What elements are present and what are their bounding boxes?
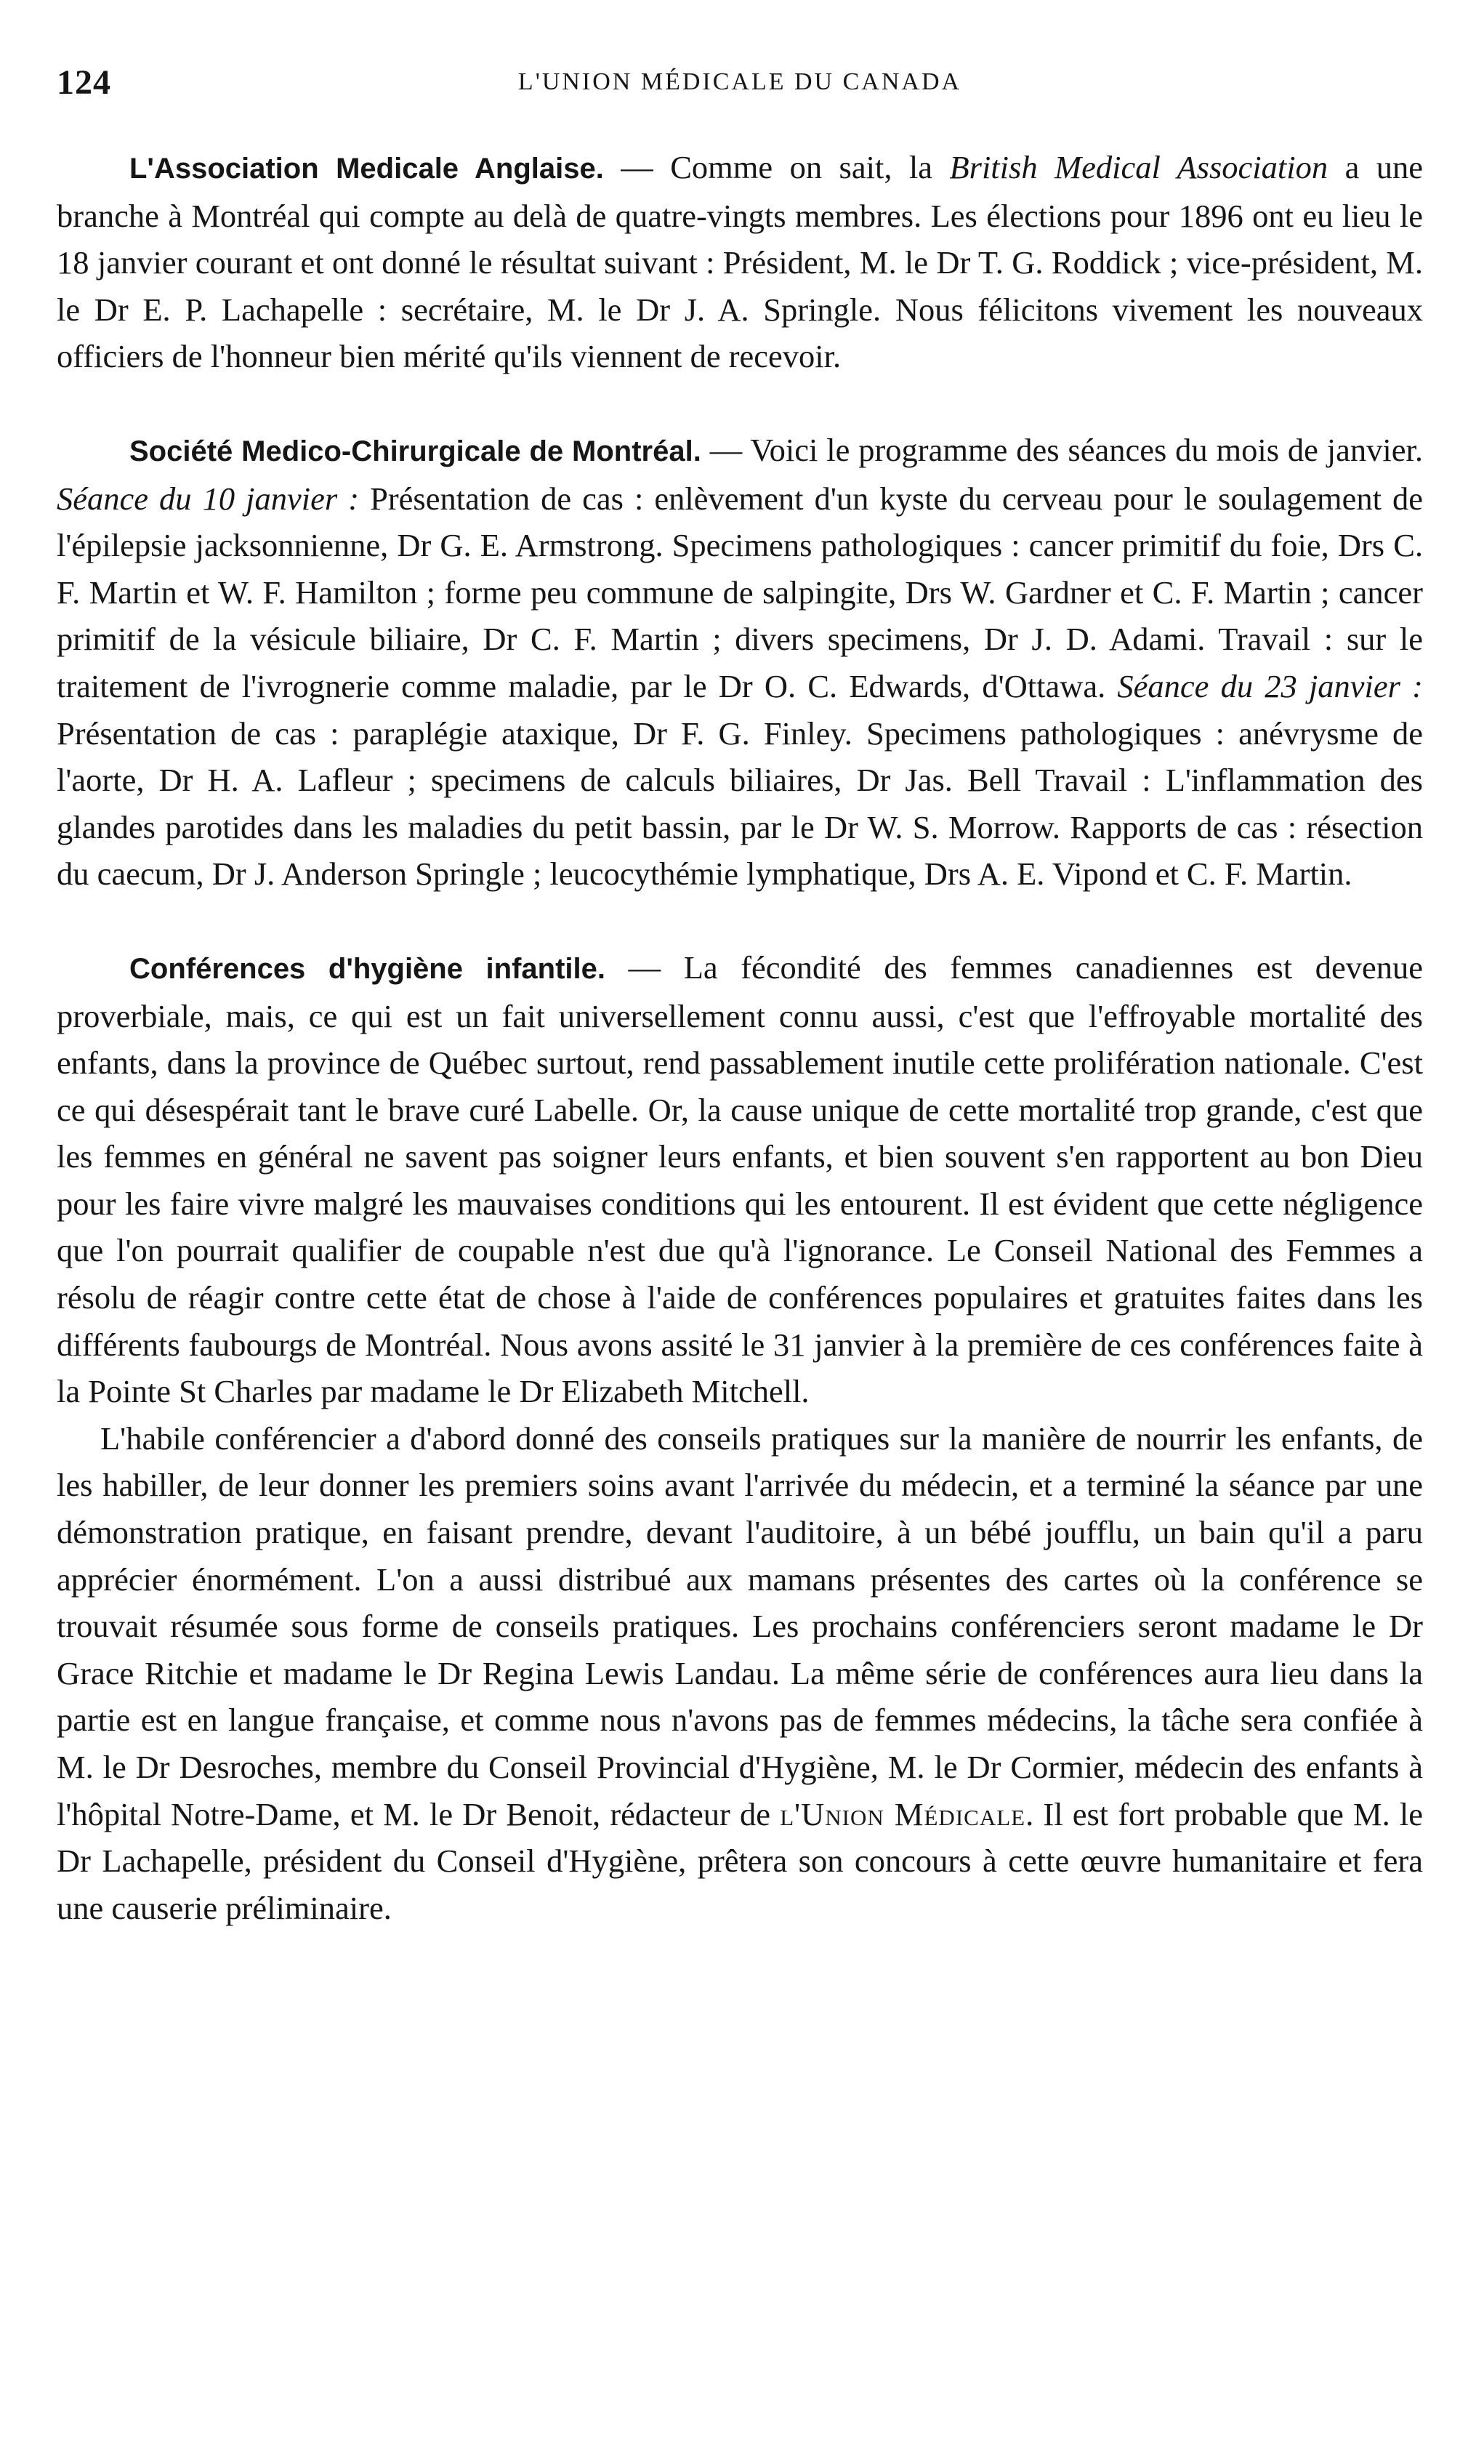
heading-dash: — <box>701 431 751 468</box>
paragraph <box>57 427 1423 898</box>
heading-dash: — <box>605 949 684 986</box>
journal-title: L'UNION MÉDICALE DU CANADA <box>517 68 962 95</box>
italic-text: Séance du 10 janvier : <box>57 480 360 517</box>
section-heading: Conférences d'hygiène infantile. <box>129 952 606 985</box>
section-conferences-hygiene-infantile <box>57 944 1423 1931</box>
paragraph-text: Présentation de cas : enlèvement d'un kyste du cerveau pour le soulagement de l'épilepsie jacksonnienne, Dr G. E. Armstrong. Specimens pathologiques : cancer primitif du foie, Drs C. F. Martin et W. F. Hamilton ; forme peu commune de salpingite, Drs W. Gardner et C. F. Martin ; cancer primitif de la vésicule biliaire, Dr C. F. Martin ; divers specimens, Dr J. D. Adami. Travail : sur le traitement de l'ivrognerie comme maladie, par le Dr O. C. Edwards, d'Ottawa. <box>57 480 1423 704</box>
paragraph-text: . Il est fort probable que M. le Dr Lachapelle, président du Conseil d'Hygiène, prêtera son concours à cette œuvre humanitaire et fera une causerie préliminaire. <box>57 1795 1424 1926</box>
running-head <box>57 63 1423 106</box>
paragraph-text: Présentation de cas : paraplégie ataxique, Dr F. G. Finley. Specimens pathologiques : anévrysme de l'aorte, Dr H. A. Lafleur ; specimens de calculs biliaires, Dr Jas. Bell Travail : L'inflammation des glandes parotides dans les maladies du petit bassin, par le Dr W. S. Morrow. Rapports de cas : résection du caecum, Dr J. Anderson Springle ; leucocythémie lymphatique, Drs A. E. Vipond et C. F. Martin. <box>57 714 1423 893</box>
heading-dash: — <box>603 149 671 185</box>
paragraph-text: L'habile conférencier a d'abord donné des conseils pratiques sur la manière de nourrir les enfants, de les habiller, de leur donner les premiers soins avant l'arrivée du médecin, et a terminé la séance par une démonstration pratique, en faisant prendre, devant l'auditoire, à un bébé joufflu, un bain qu'il a paru apprécier énormément. L'on a aussi distribué aux mamans présentes des cartes où la conférence se trouvait résumée sous forme de conseils pratiques. Les prochains conférenciers seront madame le Dr Grace Ritchie et madame le Dr Regina Lewis Landau. La même série de conférences aura lieu dans la partie est en langue française, et comme nous n'avons pas de femmes médecins, la tâche sera confiée à M. le Dr Desroches, membre du Conseil Provincial d'Hygiène, M. le Dr Cormier, médecin des enfants à l'hôpital Notre-Dame, et M. le Dr Benoit, rédacteur de <box>57 1420 1423 1832</box>
italic-text: Séance du 23 janvier : <box>1117 667 1423 704</box>
paragraph-text: Voici le programme des séances du mois de janvier. <box>750 431 1424 468</box>
paragraph <box>57 944 1423 1415</box>
journal-page <box>57 0 1423 2464</box>
paragraph <box>57 1415 1423 1932</box>
section-societe-medico-chirurgicale <box>57 427 1423 898</box>
article-body <box>57 144 1423 1931</box>
smallcaps-text: l'Union Médicale <box>780 1795 1026 1832</box>
section-heading: L'Association Medicale Anglaise. <box>129 153 604 185</box>
paragraph <box>57 144 1423 380</box>
paragraph-text: a une branche à Montréal qui compte au delà de quatre-vingts membres. Les élections pour 1896 ont eu lieu le 18 janvier courant et ont donné le résultat suivant : Président, M. le Dr T. G. Roddick ; vice-président, M. le Dr E. P. Lachapelle : secrétaire, M. le Dr J. A. Springle. Nous félicitons vivement les nouveaux officiers de l'honneur bien mérité qu'ils viennent de recevoir. <box>57 149 1424 375</box>
paragraph-text: Comme on sait, la <box>670 149 950 185</box>
section-association-medicale-anglaise <box>57 144 1423 380</box>
paragraph-text: La fécondité des femmes canadiennes est devenue proverbiale, mais, ce qui est un fait universellement connu aussi, c'est que l'effroyable mortalité des enfants, dans la province de Québec surtout, rend passablement inutile cette prolifération nationale. C'est ce qui désespérait tant le brave curé Labelle. Or, la cause unique de cette mortalité trop grande, c'est que les femmes en général ne savent pas soigner leurs enfants, et bien souvent s'en rapportent au bon Dieu pour les faire vivre malgré les mauvaises conditions qui les entourent. Il est évident que cette négligence que l'on pourrait qualifier de coupable n'est due qu'à l'ignorance. Le Conseil National des Femmes a résolu de réagir contre cette état de chose à l'aide de conférences populaires et gratuites faites dans les différents faubourgs de Montréal. Nous avons assité le 31 janvier à la première de ces conférences faite à la Pointe St Charles par madame le Dr Elizabeth Mitchell. <box>57 949 1423 1410</box>
page-number: 124 <box>57 63 111 102</box>
section-heading: Société Medico-Chirurgicale de Montréal. <box>129 435 701 467</box>
italic-text: British Medical Association <box>949 149 1328 185</box>
